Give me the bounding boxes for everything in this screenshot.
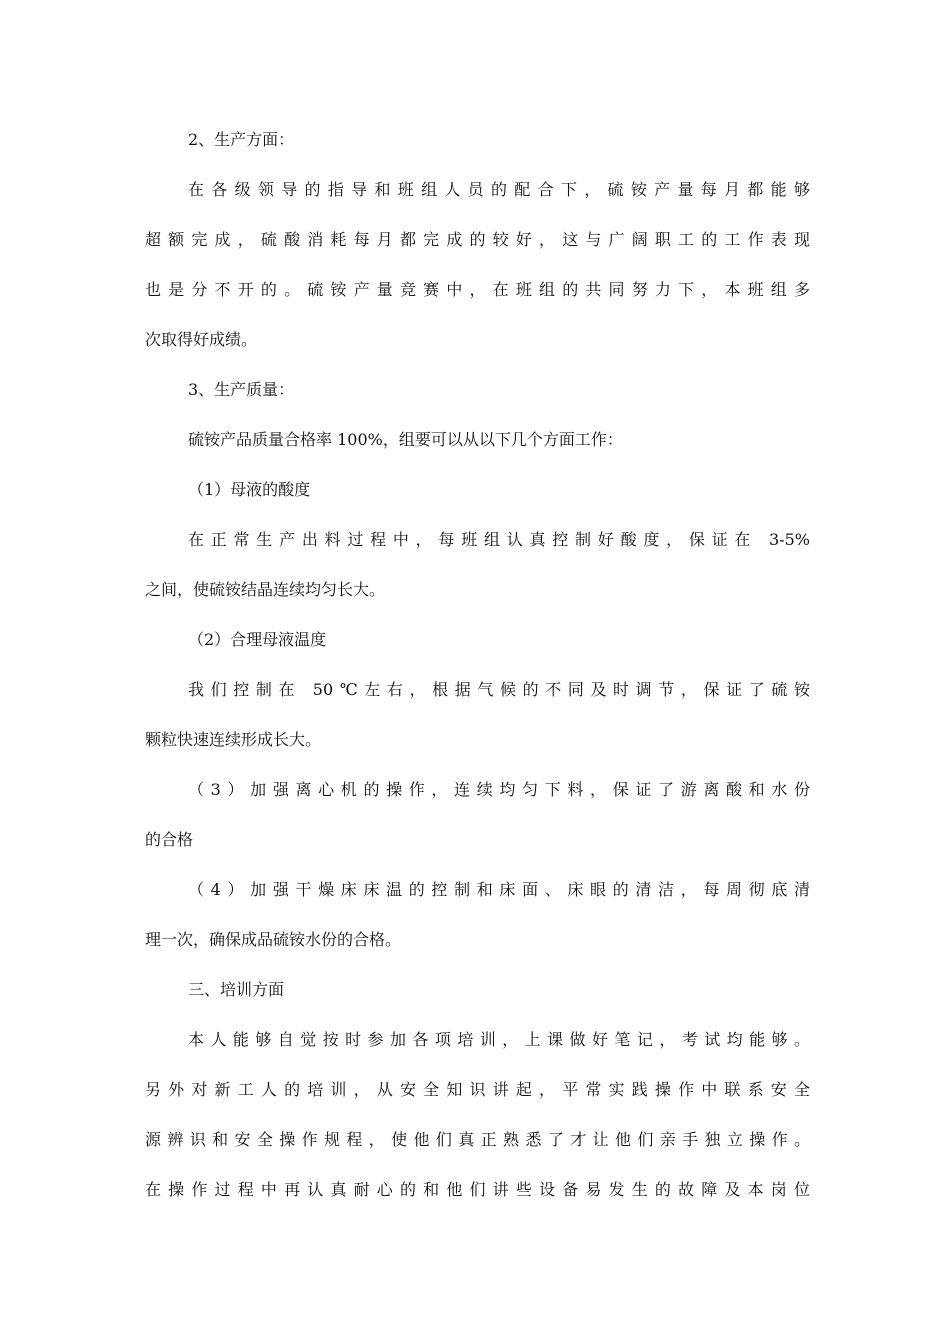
text-line: 本人能够自觉按时参加各项培训，上课做好笔记，考试均能够。 bbox=[188, 1030, 810, 1049]
text-line: 在正常生产出料过程中，每班组认真控制好酸度，保证在 3-5% bbox=[188, 530, 810, 549]
text-line: 硫铵产品质量合格率 100%，组要可以从以下几个方面工作： bbox=[188, 430, 623, 449]
text-line: 在各级领导的指导和班组人员的配合下，硫铵产量每月都能够 bbox=[188, 180, 810, 199]
section-heading-production bbox=[145, 127, 810, 177]
text-line: （2）合理母液温度 bbox=[188, 630, 327, 649]
text-line: （3）加强离心机的操作，连续均匀下料，保证了游离酸和水份 bbox=[188, 780, 810, 799]
text-line: 之间，使硫铵结晶连续均匀长大。 bbox=[145, 580, 386, 599]
text-line: 超额完成，硫酸消耗每月都完成的较好，这与广阔职工的工作表现 bbox=[145, 230, 810, 249]
document-body bbox=[145, 127, 810, 1227]
text-line: 三、培训方面 bbox=[188, 980, 285, 999]
text-line: 2、生产方面： bbox=[188, 130, 295, 149]
text-line: （1）母液的酸度 bbox=[188, 480, 311, 499]
list-item-1-title bbox=[145, 477, 810, 527]
text-line: 源辨识和安全操作规程，使他们真正熟悉了才让他们亲手独立操作。 bbox=[145, 1130, 810, 1149]
text-line: 也是分不开的。硫铵产量竞赛中，在班组的共同努力下，本班组多 bbox=[145, 280, 810, 299]
section-heading-training bbox=[145, 977, 810, 1027]
text-line: 理一次，确保成品硫铵水份的合格。 bbox=[145, 930, 402, 949]
text-line: 我们控制在 50℃左右，根据气候的不同及时调节，保证了硫铵 bbox=[188, 680, 810, 699]
list-item-2-body bbox=[145, 677, 810, 777]
paragraph-production bbox=[145, 177, 810, 377]
section-heading-quality bbox=[145, 377, 810, 427]
list-item-4 bbox=[145, 877, 810, 977]
text-line: 的合格 bbox=[145, 830, 194, 849]
list-item-3 bbox=[145, 777, 810, 877]
list-item-1-body bbox=[145, 527, 810, 627]
paragraph-training bbox=[145, 1027, 810, 1227]
text-line: 3、生产质量： bbox=[188, 380, 295, 399]
text-line: （4）加强干燥床床温的控制和床面、床眼的清洁，每周彻底清 bbox=[188, 880, 810, 899]
text-line: 在操作过程中再认真耐心的和他们讲些设备易发生的故障及本岗位 bbox=[145, 1180, 810, 1199]
text-line: 颗粒快速连续形成长大。 bbox=[145, 730, 322, 749]
paragraph-quality bbox=[145, 427, 810, 477]
text-line: 次取得好成绩。 bbox=[145, 330, 258, 349]
list-item-2-title bbox=[145, 627, 810, 677]
text-line: 另外对新工人的培训，从安全知识讲起，平常实践操作中联系安全 bbox=[145, 1080, 810, 1099]
